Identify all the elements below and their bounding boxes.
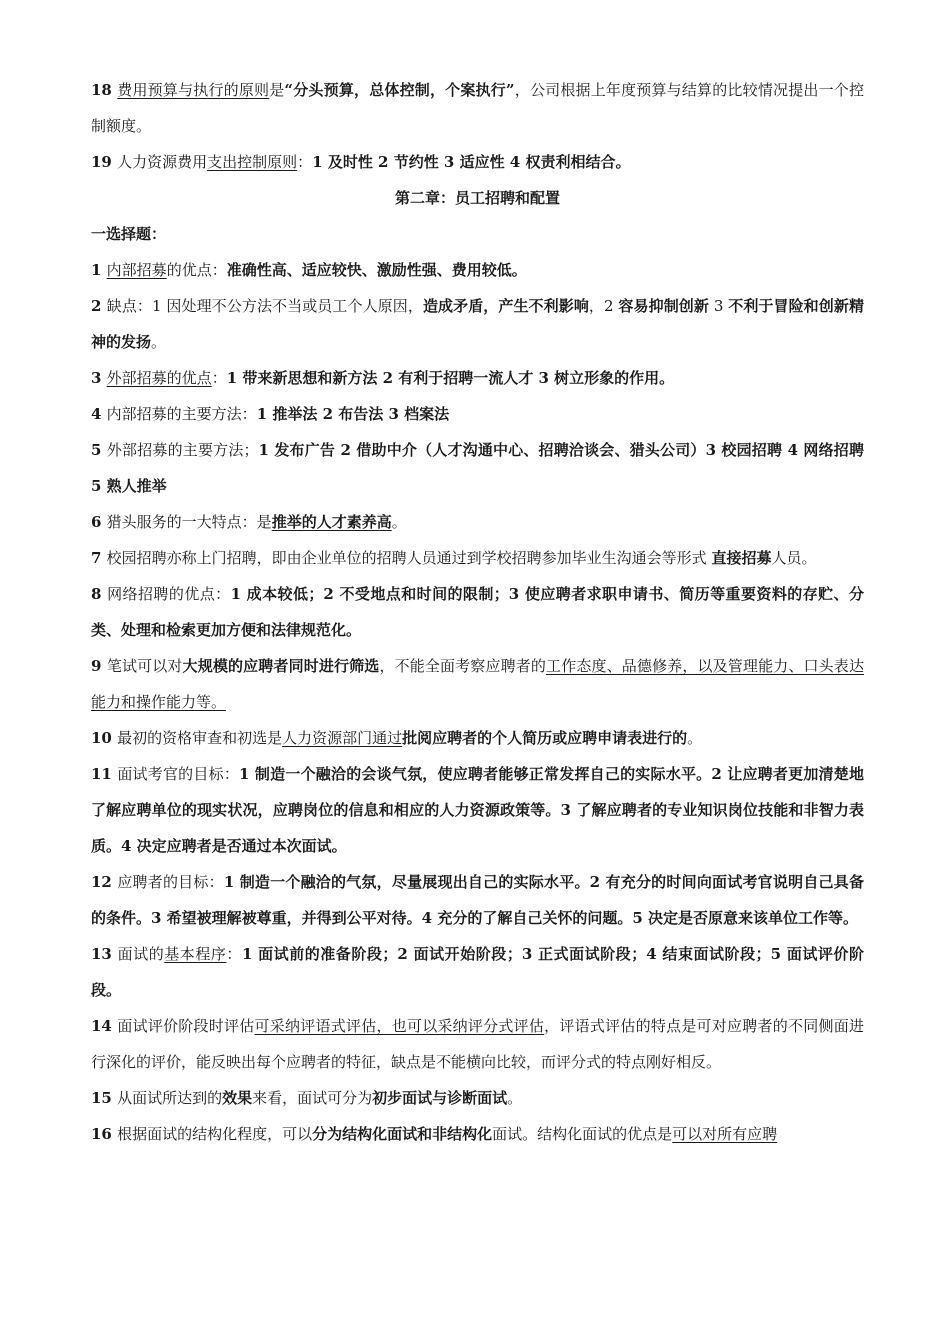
paragraph-q2 (91, 288, 864, 360)
text-run: 。 (151, 333, 167, 351)
text-run: 工作态度、品德修养，以及管理能力、口头表达能力和操作能力等。 (91, 657, 864, 711)
text-run: 最初的资格审查和初选是 (117, 729, 283, 747)
item-number: 5 (91, 441, 107, 459)
text-run: 基本程序 (164, 945, 227, 963)
text-run: 1 推举法 2 布告法 3 档案法 (256, 405, 450, 423)
text-run: 从面试所达到的 (117, 1089, 223, 1107)
paragraph-q9 (91, 648, 864, 720)
text-run: 面试考官的目标： (117, 765, 240, 783)
item-number: 19 (91, 153, 118, 171)
paragraph-p19 (91, 144, 864, 180)
text-run: 不利于冒险和创新精神的发扬 (91, 297, 864, 351)
text-run: 面试评价阶段时评估 (117, 1017, 255, 1035)
text-run: 1 带来新思想和新方法 2 有利于招聘一流人才 3 树立形象的作用。 (226, 369, 675, 387)
text-run: 人力资源费用 (117, 153, 208, 171)
text-run: 外部招募的主要方法； (106, 441, 259, 459)
text-run: 。 (507, 1089, 523, 1107)
text-run: 外部招募的优点 (106, 369, 212, 387)
paragraph-q16 (91, 1116, 864, 1152)
text-run: 应聘者的目标： (117, 873, 224, 891)
text-run: 支出控制原则 (207, 153, 298, 171)
text-run: 分为结构化面试和非结构化 (312, 1125, 493, 1143)
paragraph-q3 (91, 360, 864, 396)
item-number: 10 (91, 729, 118, 747)
text-run: 面试。结构化面试的优点是 (492, 1125, 673, 1143)
text-run: 大规模的应聘者同时进行筛选 (182, 657, 380, 675)
text-run: 校园招聘亦称上门招聘，即由企业单位的招聘人员通过到学校招聘参加毕业生沟通会等形式 (106, 549, 712, 567)
item-number: 3 (91, 369, 107, 387)
text-run: 。 (687, 729, 703, 747)
paragraph-q4 (91, 396, 864, 432)
text-run: ： (226, 945, 242, 963)
text-run: 1 发布广告 2 借助中介（人才沟通中心、招聘洽谈会、猎头公司）3 校园招聘 4 网络招聘 5 熟人推举 (91, 441, 864, 495)
text-run: 面试的 (117, 945, 165, 963)
text-run: ，不能全面考察应聘者的 (379, 657, 547, 675)
item-number: 2 (91, 297, 107, 315)
text-run: 的优点： (166, 261, 227, 279)
item-number: 1 (91, 261, 107, 279)
text-run: 第二章：员工招聘和配置 (394, 189, 560, 207)
text-run: 1 制造一个融洽的气氛，尽量展现出自己的实际水平。2 有充分的时间向面试考官说明自己具备的条件。3 希望被理解被尊重，并得到公平对待。4 充分的了解自己关怀的问题。5 决定是否原意来该单位工作等。 (91, 873, 864, 927)
text-run: 费用预算与执行的原则 (117, 81, 270, 99)
item-number: 4 (91, 405, 107, 423)
item-number: 7 (91, 549, 107, 567)
paragraph-chapter2 (91, 180, 864, 216)
item-number: 16 (91, 1125, 118, 1143)
text-run: 造成矛盾，产生不利影响 (422, 297, 589, 315)
text-run: ： (297, 153, 313, 171)
item-number: 13 (91, 945, 118, 963)
item-number: 14 (91, 1017, 118, 1035)
text-run: 缺点：1 因处理不公方法不当或员工个人原因， (106, 297, 423, 315)
text-run: 来看，面试可分为 (252, 1089, 373, 1107)
text-run: 是 (269, 81, 285, 99)
paragraph-p18 (91, 72, 864, 144)
text-run: 直接招募 (711, 549, 772, 567)
text-run: 可采纳评语式评估，也可以采纳评分式评估 (254, 1017, 545, 1035)
item-number: 6 (91, 513, 107, 531)
paragraph-q7 (91, 540, 864, 576)
paragraph-q1 (91, 252, 864, 288)
text-run: 内部招募的主要方法： (106, 405, 257, 423)
text-run: 3 (708, 297, 729, 315)
text-run: “分头预算，总体控制，个案执行” (284, 81, 515, 99)
paragraph-q10 (91, 720, 864, 756)
text-run: 猎头服务的一大特点：是 (106, 513, 272, 531)
text-run: ，评语式评估的特点是可对应聘者的不同侧面进行深化的评价，能反映出每个应聘者的特征，缺点是不能横向比较，而评分式的特点刚好相反。 (91, 1017, 864, 1071)
text-run: 效果 (222, 1089, 253, 1107)
text-run: 。 (391, 513, 407, 531)
paragraph-q11 (91, 756, 864, 864)
text-run: 准确性高、适应较快、激励性强、费用较低。 (226, 261, 527, 279)
paragraph-q14 (91, 1008, 864, 1080)
item-number: 9 (91, 657, 107, 675)
paragraph-q8 (91, 576, 864, 648)
text-run: 可以对所有应聘 (672, 1125, 778, 1143)
item-number: 18 (91, 81, 118, 99)
text-run: 根据面试的结构化程度，可以 (117, 1125, 313, 1143)
text-run: 人员。 (771, 549, 817, 567)
item-number: 11 (91, 765, 118, 783)
text-run: ： (211, 369, 227, 387)
paragraph-q13 (91, 936, 864, 1008)
text-run: 初步面试与诊断面试 (372, 1089, 508, 1107)
text-run: 人力资源部门通过 (282, 729, 403, 747)
text-run: 1 成本较低；2 不受地点和时间的限制；3 使应聘者求职申请书、简历等重要资料的存贮、分类、处理和检索更加方便和法律规范化。 (91, 585, 864, 639)
text-run: 一选择题： (91, 225, 167, 243)
text-run: ，2 (588, 297, 619, 315)
item-number: 15 (91, 1089, 118, 1107)
paragraph-q12 (91, 864, 864, 936)
text-run: 1 面试前的准备阶段；2 面试开始阶段；3 正式面试阶段；4 结束面试阶段；5 面试评价阶段。 (91, 945, 864, 999)
text-run: 1 制造一个融洽的会谈气氛，使应聘者能够正常发挥自己的实际水平。2 让应聘者更加清楚地了解应聘单位的现实状况，应聘岗位的信息和相应的人力资源政策等。3 了解应聘者的专业知识岗位技能和非智力表质。4 决定应聘者是否通过本次面试。 (91, 765, 864, 855)
text-run: ，公司根据上年度预算与结算的比较情况提出一个控制额度。 (91, 81, 864, 135)
paragraph-sec1 (91, 216, 864, 252)
text-run: 网络招聘的优点： (107, 585, 231, 603)
item-number: 8 (91, 585, 108, 603)
text-run: 笔试可以对 (106, 657, 183, 675)
text-run: 内部招募 (106, 261, 167, 279)
text-run: 批阅应聘者的个人简历或应聘申请表进行的 (402, 729, 688, 747)
paragraph-q5 (91, 432, 864, 504)
text-run: 推举的人才素养高 (271, 513, 392, 531)
paragraph-q6 (91, 504, 864, 540)
paragraph-q15 (91, 1080, 864, 1116)
item-number: 12 (91, 873, 118, 891)
text-run: 容易抑制创新 (618, 297, 709, 315)
text-run: 1 及时性 2 节约性 3 适应性 4 权责利相结合。 (312, 153, 631, 171)
